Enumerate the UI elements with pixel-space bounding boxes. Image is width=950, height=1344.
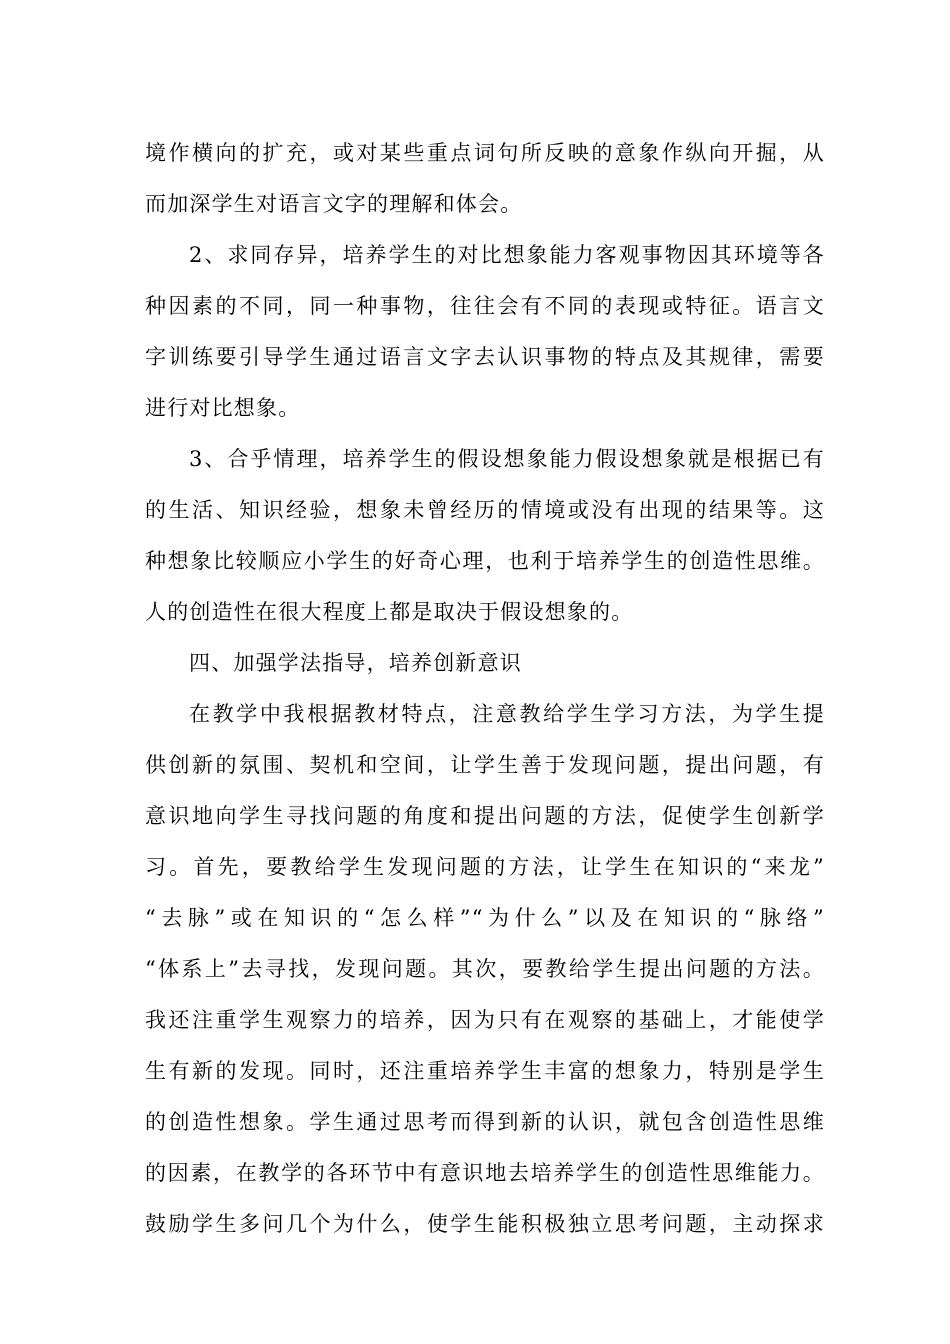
text-line: 种想象比较顺应小学生的好奇心理，也利于培养学生的创造性思维。 [145,549,825,573]
text-line: 进行对比想象。 [145,396,301,420]
text-line: 鼓励学生多问几个为什么，使学生能积极独立思考问题，主动探求 [145,1212,825,1236]
text-line: 生有新的发现。同时，还注重培养学生丰富的想象力，特别是学生 [145,1059,825,1083]
text-line: 人的创造性在很大程度上都是取决于假设想象的。 [145,600,634,624]
text-line: 3、合乎情理，培养学生的假设想象能力假设想象就是根据已有 [189,447,825,471]
text-line: 意识地向学生寻找问题的角度和提出问题的方法，促使学生创新学 [145,804,825,828]
text-line: 的因素，在教学的各环节中有意识地去培养学生的创造性思维能力。 [145,1161,825,1185]
text-line: 的创造性想象。学生通过思考而得到新的认识，就包含创造性思维 [145,1110,825,1134]
text-line: 而加深学生对语言文字的理解和体会。 [145,192,523,216]
text-line: “去脉”或在知识的“怎么样”“为什么”以及在知识的“脉络” [145,906,825,930]
text-line: 在教学中我根据教材特点，注意教给学生学习方法，为学生提 [189,702,825,726]
text-line: 的生活、知识经验，想象未曾经历的情境或没有出现的结果等。这 [145,498,825,522]
section-heading: 四、加强学法指导，培养创新意识 [189,651,522,675]
text-line: 供创新的氛围、契机和空间，让学生善于发现问题，提出问题，有 [145,753,825,777]
text-line: 种因素的不同，同一种事物，往往会有不同的表现或特征。语言文 [145,294,825,318]
text-line: 我还注重学生观察力的培养，因为只有在观察的基础上，才能使学 [145,1008,825,1032]
document-page [145,128,825,1250]
text-line: “体系上”去寻找，发现问题。其次，要教给学生提出问题的方法。 [145,957,825,981]
text-line: 境作横向的扩充，或对某些重点词句所反映的意象作纵向开掘，从 [145,141,825,165]
text-line: 2、求同存异，培养学生的对比想象能力客观事物因其环境等各 [189,243,825,267]
text-line: 习。首先，要教给学生发现问题的方法，让学生在知识的“来龙” [145,855,825,879]
text-line: 字训练要引导学生通过语言文字去认识事物的特点及其规律，需要 [145,345,825,369]
